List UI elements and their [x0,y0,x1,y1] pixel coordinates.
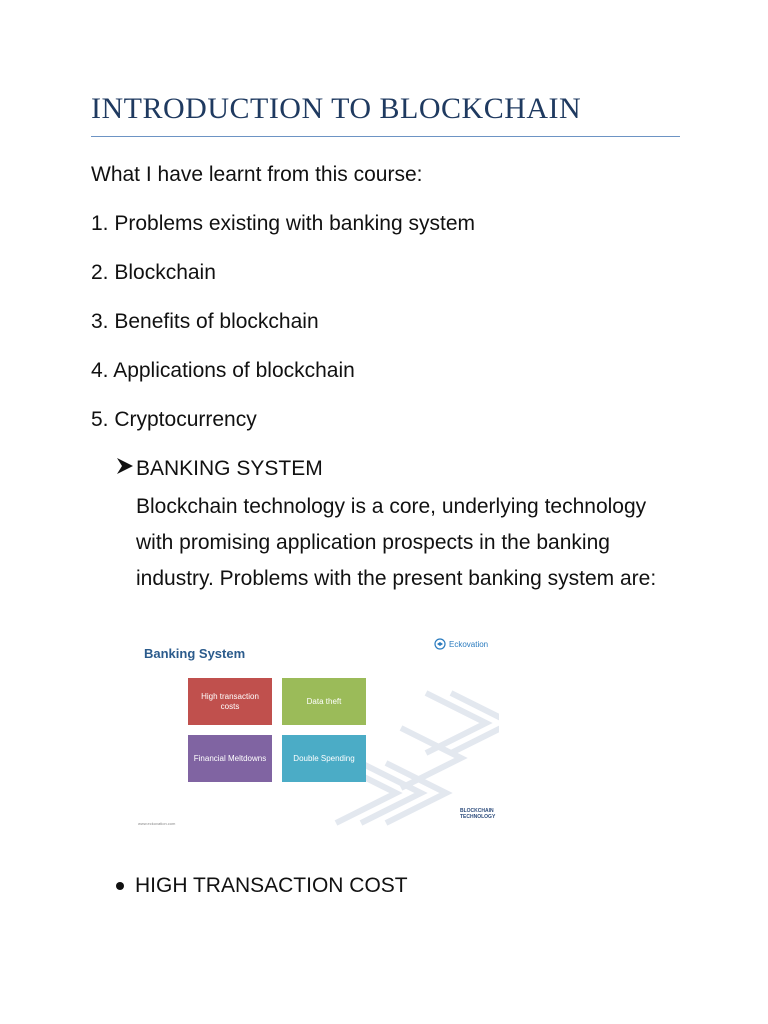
slide-brand [434,638,488,650]
eckovation-logo-icon [434,638,446,650]
intro-text: What I have learnt from this course: [91,163,423,186]
page-title: INTRODUCTION TO BLOCKCHAIN [91,92,582,125]
bullet-icon [116,882,124,890]
banking-system-slide-image [136,633,499,829]
tile-high-transaction-costs: High transaction costs [188,678,272,725]
topic-item-3: 3. Benefits of blockchain [91,310,319,333]
tile-financial-meltdowns: Financial Meltdowns [188,735,272,782]
title-divider [91,136,680,137]
topic-item-5: 5. Cryptocurrency [91,408,257,431]
slide-url: www.eckovation.com [138,821,176,826]
topic-item-2: 2. Blockchain [91,261,216,284]
banking-section-body: Blockchain technology is a core, underlying technology with promising application prospects in the banking industry. Problems with the present banking system are: [136,495,657,590]
bullet-high-transaction-cost [116,872,408,900]
arrow-bullet-icon [116,455,134,483]
tile-data-theft: Data theft [282,678,366,725]
banking-heading-text: BANKING SYSTEM [136,457,323,480]
slide-footer-line1: BLOCKCHAIN [460,808,494,814]
topic-item-1: 1. Problems existing with banking system [91,212,475,235]
banking-section-heading [116,455,323,483]
tile-double-spending: Double Spending [282,735,366,782]
bullet-text: HIGH TRANSACTION COST [135,874,408,897]
slide-footer-line2: TECHNOLOGY [460,814,496,820]
brand-name: Eckovation [449,639,489,649]
topic-item-4: 4. Applications of blockchain [91,359,355,382]
slide-footer-label [460,808,495,820]
slide-title: Banking System [144,646,246,661]
slide-chevron-decoration [136,633,499,829]
